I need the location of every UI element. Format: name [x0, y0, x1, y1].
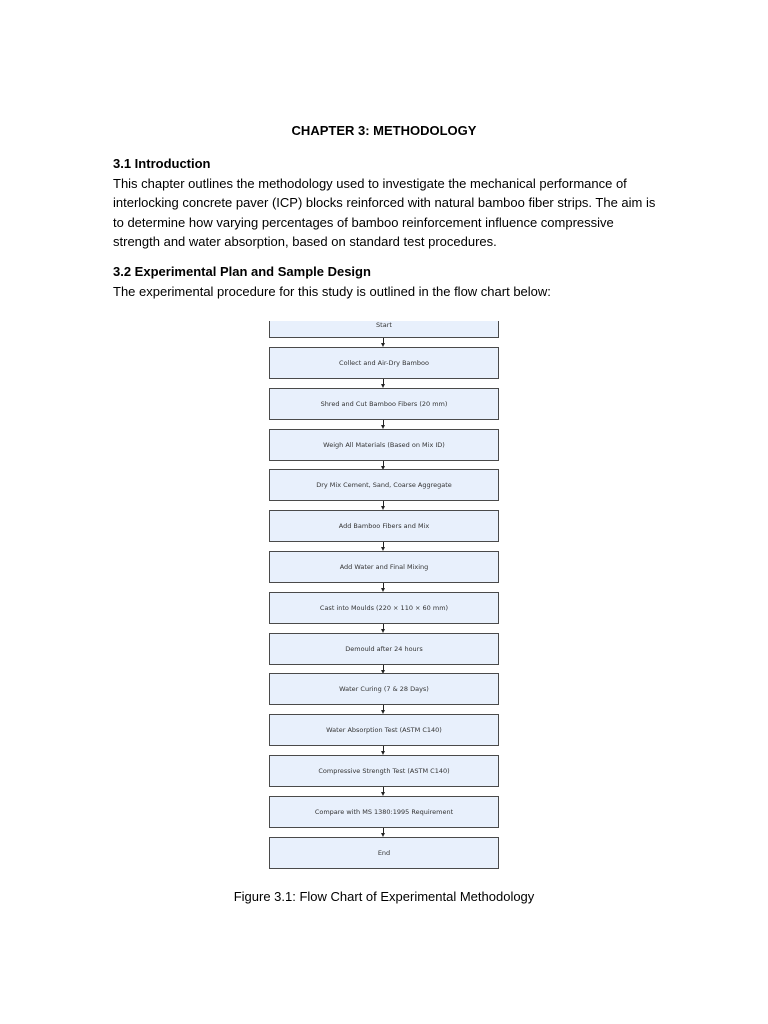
flow-step: Cast into Moulds (220 × 110 × 60 mm): [269, 592, 499, 624]
flow-step: Water Curing (7 & 28 Days): [269, 673, 499, 705]
section-heading-introduction: 3.1 Introduction: [113, 156, 211, 171]
flow-arrow: [382, 461, 385, 470]
flow-step: Demould after 24 hours: [269, 633, 499, 665]
section-heading-experimental-plan: 3.2 Experimental Plan and Sample Design: [113, 264, 371, 279]
flow-arrow: [382, 379, 385, 388]
flow-arrow: [382, 420, 385, 429]
flow-chart: [269, 321, 499, 869]
flow-arrow: [382, 787, 385, 796]
flow-step: Collect and Air-Dry Bamboo: [269, 347, 499, 379]
figure-caption: Figure 3.1: Flow Chart of Experimental Methodology: [233, 889, 535, 904]
flow-arrow: [382, 705, 385, 714]
flow-step: Start: [269, 321, 499, 338]
section-body-experimental-plan: The experimental procedure for this study is outlined in the flow chart below:: [113, 284, 551, 299]
flow-arrow: [382, 746, 385, 755]
flow-arrow: [382, 583, 385, 592]
flow-step: Weigh All Materials (Based on Mix ID): [269, 429, 499, 461]
flow-arrow: [382, 542, 385, 551]
chapter-title: CHAPTER 3: METHODOLOGY: [291, 123, 477, 138]
flow-step: Add Water and Final Mixing: [269, 551, 499, 583]
flow-step: Dry Mix Cement, Sand, Coarse Aggregate: [269, 469, 499, 501]
flow-arrow: [382, 624, 385, 633]
flow-step: Compare with MS 1380:1995 Requirement: [269, 796, 499, 828]
flow-arrow: [382, 665, 385, 674]
flow-step: End: [269, 837, 499, 869]
flow-step: Add Bamboo Fibers and Mix: [269, 510, 499, 542]
flow-step: Shred and Cut Bamboo Fibers (20 mm): [269, 388, 499, 420]
flow-arrow: [382, 338, 385, 347]
flow-step: Compressive Strength Test (ASTM C140): [269, 755, 499, 787]
flow-arrow: [382, 501, 385, 510]
section-body-introduction: This chapter outlines the methodology used to investigate the mechanical performance of interlocking concrete paver (ICP) blocks reinforced with natural bamboo fiber strips. The aim is to determine how varying percentages of bamboo reinforcement influence compressive strength and water absorption, based on standard test procedures.: [113, 176, 656, 249]
flow-arrow: [382, 828, 385, 837]
flow-step: Water Absorption Test (ASTM C140): [269, 714, 499, 746]
